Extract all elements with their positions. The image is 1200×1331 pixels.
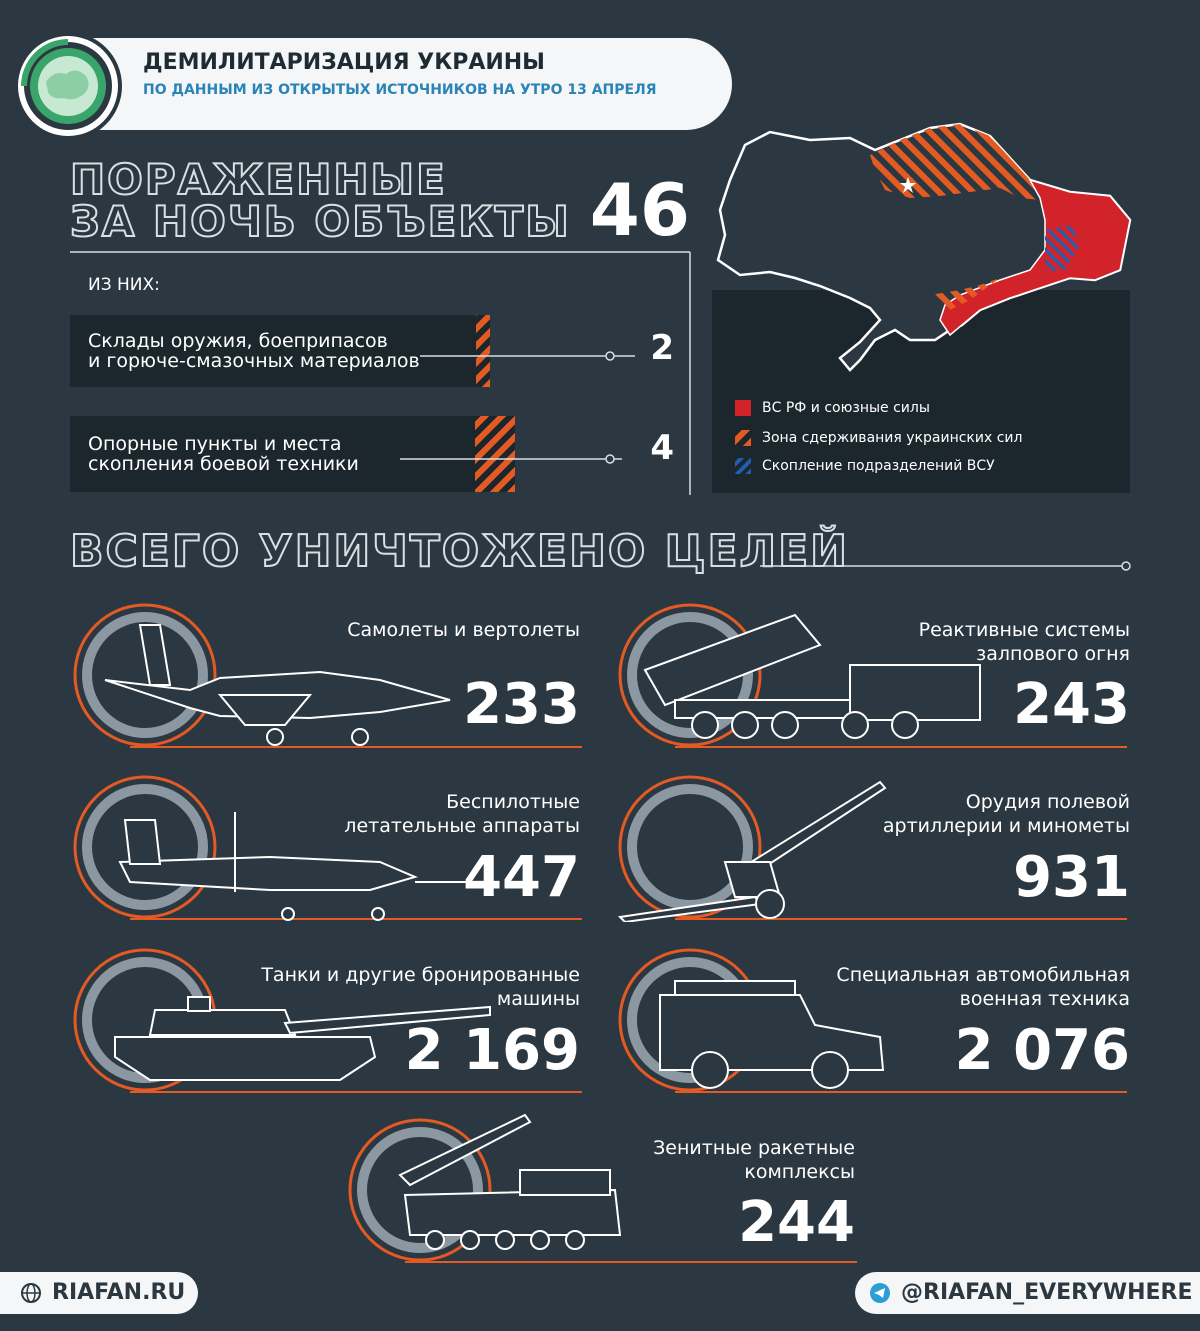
telegram-link[interactable]: @RIAFAN_EVERYWHERE [901,1280,1193,1305]
cat-5-line1: Танки и другие бронированные [261,964,580,986]
night-item-2-line1: Опорные пункты и места [88,433,342,455]
night-heading-line2: ЗА НОЧЬ ОБЪЕКТЫ [70,197,571,246]
cat-6-label [780,963,1130,1011]
connector-line-2 [400,453,625,465]
cat-6-line1: Специальная автомобильная [836,964,1130,986]
night-item-2-line2: скопления боевой техники [88,453,359,475]
cat-7-line1: Зенитные ракетные [653,1137,855,1159]
cat-3-line1: Беспилотные [446,791,580,813]
cat-3-label [240,790,580,838]
legend-swatch-red [735,400,751,416]
cat-7-value: 244 [738,1190,855,1255]
cat-4-label [780,790,1130,838]
cat-1-label [240,618,580,642]
totals-heading: ВСЕГО УНИЧТОЖЕНО ЦЕЛЕЙ [70,526,849,577]
of-them-label: ИЗ НИХ: [88,275,160,295]
night-item-2-value: 4 [650,428,674,468]
night-item-1-value: 2 [650,328,674,368]
legend-swatch-blue [735,458,751,474]
telegram-pill[interactable] [855,1272,1200,1314]
cat-2-line2: залпового огня [976,643,1130,665]
night-total: 46 [589,168,690,252]
cat-1-value: 233 [463,672,580,737]
site-link[interactable]: RIAFAN.RU [52,1280,186,1305]
globe-logo-icon [14,32,122,140]
cat-6-line2: военная техника [959,988,1130,1010]
cat-4-line2: артиллерии и минометы [882,815,1130,837]
legend-label-3: Скопление подразделений ВСУ [762,458,995,474]
cat-2-value: 243 [1013,672,1130,737]
telegram-icon [869,1282,891,1304]
legend-label-1: ВС РФ и союзные силы [762,400,930,416]
cat-2-line1: Реактивные системы [918,619,1130,641]
cat-7-line2: комплексы [744,1161,855,1183]
night-item-1-line2: и горюче-смазочных материалов [88,350,420,372]
cat-1-line1: Самолеты и вертолеты [347,619,580,641]
site-pill[interactable] [0,1272,198,1314]
cat-5-label [200,963,580,1011]
ukraine-map [700,110,1170,380]
cat-5-value: 2 169 [404,1018,580,1083]
connector-line-1 [420,350,640,362]
legend-label-2: Зона сдерживания украинских сил [762,430,1023,446]
night-heading-line1: ПОРАЖЕННЫЕ [70,155,447,204]
logo [14,32,122,140]
page-title: ДЕМИЛИТАРИЗАЦИЯ УКРАИНЫ [143,50,545,75]
cat-6-value: 2 076 [954,1018,1130,1083]
cat-5-line2: машины [496,988,580,1010]
cat-2-label [780,618,1130,666]
cat-3-line2: летательные аппараты [344,815,580,837]
cat-7-label [510,1136,855,1184]
globe-icon [20,1282,42,1304]
page-subtitle: ПО ДАННЫМ ИЗ ОТКРЫТЫХ ИСТОЧНИКОВ НА УТРО 13 АПРЕЛЯ [143,82,657,98]
legend-swatch-orange [735,430,751,446]
cat-3-value: 447 [463,845,580,910]
night-item-1-line1: Склады оружия, боеприпасов [88,330,388,352]
cat-4-line1: Орудия полевой [965,791,1130,813]
totals-heading-line [760,560,1140,572]
cat-4-value: 931 [1013,845,1130,910]
